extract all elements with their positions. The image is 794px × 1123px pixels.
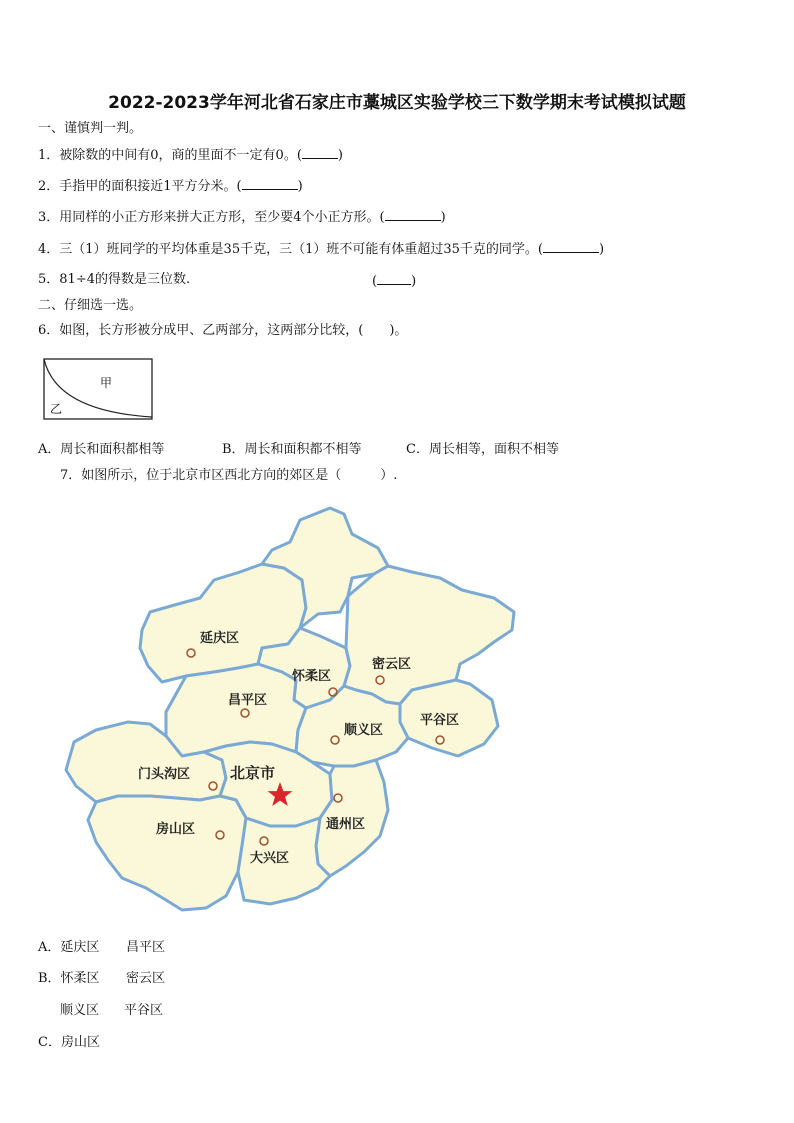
- question-1: [38, 146, 343, 164]
- question-1-text: 1．被除数的中间有0，商的里面不一定有0。(: [38, 148, 302, 163]
- question-3-close: ): [440, 210, 446, 225]
- question-2-text: 2．手指甲的面积接近1平方分米。(: [38, 179, 242, 194]
- question-2: [38, 177, 303, 195]
- q7-option-a-2: 昌平区: [126, 940, 166, 955]
- question-2-close: ): [297, 179, 303, 194]
- label-jia: 甲: [100, 376, 113, 390]
- question-3: [38, 208, 446, 226]
- q7-option-b-2: 密云区: [126, 971, 166, 986]
- answer-blank-1[interactable]: [302, 146, 338, 159]
- question-4-text: 4．三（1）班同学的平均体重是35千克，三（1）班不可能有体重超过35千克的同学。(: [38, 242, 543, 257]
- region-fangshan: [88, 796, 246, 910]
- question-5-close: ): [411, 274, 417, 289]
- map-label-mentougou: 门头沟区: [138, 767, 191, 782]
- map-label-fangshan: 房山区: [156, 822, 196, 837]
- question-3-text: 3．用同样的小正方形来拼大正方形，至少要4个小正方形。(: [38, 210, 385, 225]
- map-label-yanqing: 延庆区: [200, 631, 240, 646]
- answer-blank-3[interactable]: [385, 208, 441, 221]
- beijing-map: [58, 496, 538, 920]
- question-5-answer: [372, 272, 416, 290]
- q7-option-c[interactable]: C．房山区: [38, 1035, 100, 1050]
- q7-option-b-3: 顺义区: [60, 1003, 100, 1018]
- q7-option-b-4: 平谷区: [124, 1003, 164, 1018]
- map-label-miyun: 密云区: [372, 657, 412, 672]
- region-changping: [166, 664, 306, 756]
- question-5-text: 5．81÷4的得数是三位数.: [38, 272, 191, 287]
- map-label-huairou: 怀柔区: [292, 669, 332, 684]
- question-5-open: (: [372, 274, 378, 289]
- section-2-heading: 二、仔细选一选。: [38, 298, 143, 313]
- q7-option-b[interactable]: B．怀柔区: [38, 971, 100, 986]
- question-4-close: ): [598, 242, 605, 257]
- q7-option-a[interactable]: A．延庆区: [38, 940, 100, 955]
- answer-blank-5[interactable]: [377, 272, 411, 285]
- answer-blank-4[interactable]: [543, 240, 599, 253]
- q6-option-c[interactable]: C．周长相等，面积不相等: [406, 442, 559, 457]
- answer-blank-2[interactable]: [242, 177, 298, 190]
- page-title: 2022-2023学年河北省石家庄市藁城区实验学校三下数学期末考试模拟试题: [108, 93, 686, 113]
- question-5: [38, 272, 190, 288]
- q6-option-b[interactable]: B．周长和面积都不相等: [222, 442, 362, 457]
- q6-option-a[interactable]: A．周长和面积都相等: [38, 442, 165, 457]
- map-label-tongzhou: 通州区: [326, 817, 366, 832]
- map-label-pinggu: 平谷区: [420, 713, 460, 728]
- map-label-beijing: 北京市: [230, 764, 276, 782]
- question-6: 6．如图，长方形被分成甲、乙两部分，这两部分比较，( )。: [38, 323, 408, 338]
- region-miyun: [344, 566, 514, 704]
- section-1-heading: 一、谨慎判一判。: [38, 121, 143, 136]
- label-yi: 乙: [50, 402, 63, 416]
- question-7: 7．如图所示，位于北京市区西北方向的郊区是（ ）.: [60, 468, 398, 483]
- rectangle-figure: [40, 355, 156, 421]
- map-label-daxing: 大兴区: [250, 851, 290, 866]
- map-label-shunyi: 顺义区: [344, 723, 384, 738]
- question-1-close: ): [337, 148, 343, 163]
- map-label-changping: 昌平区: [228, 693, 268, 708]
- question-4: [38, 240, 604, 258]
